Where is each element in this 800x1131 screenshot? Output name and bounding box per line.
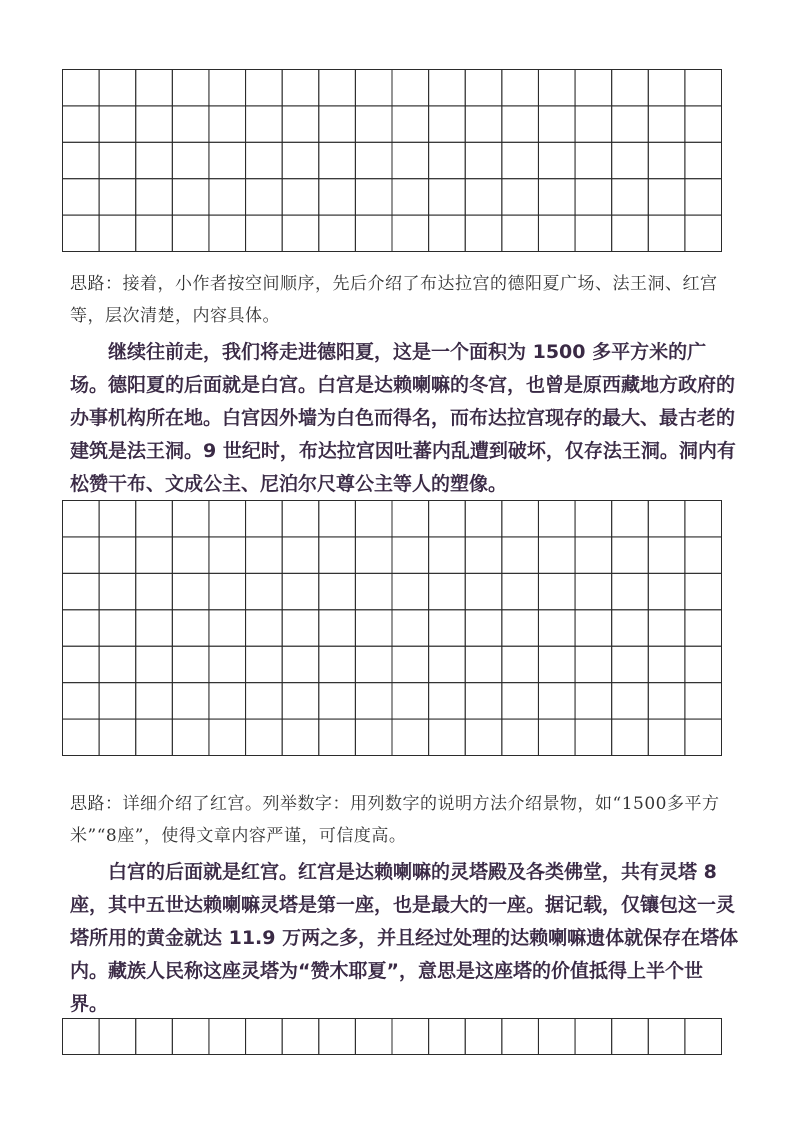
grid-cell[interactable]: [355, 501, 392, 537]
grid-cell[interactable]: [355, 683, 392, 719]
grid-cell[interactable]: [429, 70, 466, 106]
grid-cell[interactable]: [502, 1019, 539, 1055]
grid-cell[interactable]: [429, 215, 466, 251]
grid-cell[interactable]: [319, 719, 356, 755]
grid-cell[interactable]: [355, 106, 392, 142]
writing-grid-1[interactable]: [62, 69, 722, 252]
grid-cell[interactable]: [575, 501, 612, 537]
grid-cell[interactable]: [355, 610, 392, 646]
grid-cell[interactable]: [63, 537, 100, 573]
grid-cell[interactable]: [99, 179, 136, 215]
grid-cell[interactable]: [538, 501, 575, 537]
grid-cell[interactable]: [429, 501, 466, 537]
grid-cell[interactable]: [392, 683, 429, 719]
grid-cell[interactable]: [136, 1019, 173, 1055]
grid-cell[interactable]: [465, 106, 502, 142]
grid-cell[interactable]: [685, 215, 722, 251]
grid-cell[interactable]: [136, 215, 173, 251]
reading-note-2: 思路：详细介绍了红宫。列举数字：用列数字的说明方法介绍景物，如“1500多平方米”“8座”，使得文章内容严谨，可信度高。: [70, 794, 720, 846]
grid-cell[interactable]: [538, 646, 575, 682]
grid-cell[interactable]: [355, 573, 392, 609]
grid-cell[interactable]: [282, 142, 319, 178]
grid-cell[interactable]: [502, 537, 539, 573]
grid-cell[interactable]: [246, 1019, 283, 1055]
grid-cell[interactable]: [99, 610, 136, 646]
grid-cell[interactable]: [172, 179, 209, 215]
grid-cell[interactable]: [392, 142, 429, 178]
grid-cell[interactable]: [465, 142, 502, 178]
grid-cell[interactable]: [685, 106, 722, 142]
grid-cell[interactable]: [502, 573, 539, 609]
grid-cell[interactable]: [282, 501, 319, 537]
grid-cell[interactable]: [685, 1019, 722, 1055]
grid-cell[interactable]: [319, 501, 356, 537]
grid-cell[interactable]: [465, 501, 502, 537]
grid-cell[interactable]: [136, 106, 173, 142]
grid-cell[interactable]: [465, 683, 502, 719]
grid-cell[interactable]: [429, 683, 466, 719]
grid-cell[interactable]: [282, 106, 319, 142]
grid-cell[interactable]: [319, 215, 356, 251]
grid-cell[interactable]: [502, 646, 539, 682]
grid-cell[interactable]: [99, 142, 136, 178]
grid-cell[interactable]: [685, 179, 722, 215]
grid-cell[interactable]: [63, 1019, 100, 1055]
grid-cell[interactable]: [648, 719, 685, 755]
grid-cell[interactable]: [63, 70, 100, 106]
grid-cell[interactable]: [465, 573, 502, 609]
grid-cell[interactable]: [392, 215, 429, 251]
grid-cell[interactable]: [99, 537, 136, 573]
grid-cell[interactable]: [246, 142, 283, 178]
passage-paragraph-2: 白宫的后面就是红宫。红宫是达赖喇嘛的灵塔殿及各类佛堂，共有灵塔 8 座，其中五世达赖喇嘛灵塔是第一座，也是最大的一座。据记载，仅镶包这一灵塔所用的黄金就达 11.9 万两之多，并且经过处理的达赖喇嘛遗体就保存在塔体内。藏族人民称这座灵塔为“赞木耶夏”，意思是这座塔的价值抵得上半个世界。: [70, 861, 739, 1015]
grid-cell[interactable]: [612, 142, 649, 178]
grid-cell[interactable]: [172, 573, 209, 609]
grid-cell[interactable]: [465, 179, 502, 215]
grid-cell[interactable]: [209, 501, 246, 537]
grid-cell[interactable]: [282, 70, 319, 106]
grid-cell[interactable]: [612, 646, 649, 682]
grid-cell[interactable]: [648, 179, 685, 215]
grid-cell[interactable]: [612, 70, 649, 106]
grid-cell[interactable]: [392, 537, 429, 573]
grid-cell[interactable]: [209, 1019, 246, 1055]
grid-cell[interactable]: [392, 719, 429, 755]
grid-cell[interactable]: [209, 179, 246, 215]
grid-cell[interactable]: [63, 573, 100, 609]
grid-cell[interactable]: [172, 683, 209, 719]
grid-cell[interactable]: [355, 719, 392, 755]
grid-cell[interactable]: [319, 646, 356, 682]
grid-cell[interactable]: [575, 1019, 612, 1055]
grid-cell[interactable]: [319, 1019, 356, 1055]
reading-note-1: 思路：接着，小作者按空间顺序，先后介绍了布达拉宫的德阳夏广场、法王洞、红宫等，层次清楚，内容具体。: [70, 274, 718, 326]
grid-cell[interactable]: [502, 683, 539, 719]
grid-cell[interactable]: [502, 501, 539, 537]
grid-cell[interactable]: [612, 573, 649, 609]
grid-cell[interactable]: [319, 106, 356, 142]
grid-cell[interactable]: [136, 646, 173, 682]
grid-cell[interactable]: [319, 179, 356, 215]
grid-cell[interactable]: [63, 683, 100, 719]
grid-cell[interactable]: [685, 501, 722, 537]
grid-cell[interactable]: [502, 610, 539, 646]
grid-cell[interactable]: [648, 610, 685, 646]
grid-cell[interactable]: [282, 179, 319, 215]
grid-cell[interactable]: [282, 683, 319, 719]
grid-cell[interactable]: [355, 179, 392, 215]
grid-cell[interactable]: [648, 106, 685, 142]
grid-cell[interactable]: [612, 501, 649, 537]
grid-cell[interactable]: [246, 610, 283, 646]
grid-cell[interactable]: [502, 179, 539, 215]
grid-cell[interactable]: [465, 215, 502, 251]
grid-cell[interactable]: [63, 179, 100, 215]
grid-cell[interactable]: [538, 537, 575, 573]
grid-cell[interactable]: [172, 215, 209, 251]
grid-cell[interactable]: [172, 719, 209, 755]
grid-cell[interactable]: [575, 537, 612, 573]
grid-cell[interactable]: [429, 573, 466, 609]
grid-cell[interactable]: [355, 70, 392, 106]
grid-cell[interactable]: [612, 719, 649, 755]
grid-cell[interactable]: [538, 106, 575, 142]
grid-cell[interactable]: [429, 179, 466, 215]
grid-cell[interactable]: [648, 501, 685, 537]
grid-cell[interactable]: [575, 573, 612, 609]
grid-cell[interactable]: [685, 573, 722, 609]
grid-cell[interactable]: [465, 719, 502, 755]
grid-cell[interactable]: [63, 215, 100, 251]
grid-cell[interactable]: [538, 142, 575, 178]
grid-cell[interactable]: [99, 215, 136, 251]
passage-paragraph-1: 继续往前走，我们将走进德阳夏，这是一个面积为 1500 多平方米的广场。德阳夏的后面就是白宫。白宫是达赖喇嘛的冬宫，也曾是原西藏地方政府的办事机构所在地。白宫因外墙为白色而得名，而布达拉宫现存的最大、最古老的建筑是法王洞。9 世纪时，布达拉宫因吐蕃内乱遭到破坏，仅存法王洞。洞内有松赞干布、文成公主、尼泊尔尺尊公主等人的塑像。: [70, 341, 736, 495]
grid-cell[interactable]: [99, 70, 136, 106]
grid-cell[interactable]: [538, 179, 575, 215]
grid-cell[interactable]: [136, 610, 173, 646]
grid-cell[interactable]: [538, 573, 575, 609]
grid-cell[interactable]: [246, 501, 283, 537]
grid-cell[interactable]: [63, 719, 100, 755]
grid-cell[interactable]: [502, 70, 539, 106]
grid-cell[interactable]: [685, 646, 722, 682]
grid-cell[interactable]: [209, 646, 246, 682]
grid-cell[interactable]: [612, 537, 649, 573]
grid-cell[interactable]: [392, 106, 429, 142]
grid-cell[interactable]: [355, 646, 392, 682]
grid-cell[interactable]: [355, 142, 392, 178]
grid-cell[interactable]: [319, 70, 356, 106]
grid-cell[interactable]: [502, 106, 539, 142]
grid-cell[interactable]: [209, 106, 246, 142]
grid-cell[interactable]: [282, 719, 319, 755]
grid-cell[interactable]: [648, 1019, 685, 1055]
grid-cell[interactable]: [209, 573, 246, 609]
grid-cell[interactable]: [99, 683, 136, 719]
grid-cell[interactable]: [136, 70, 173, 106]
grid-cell[interactable]: [429, 537, 466, 573]
grid-cell[interactable]: [392, 179, 429, 215]
grid-cell[interactable]: [282, 1019, 319, 1055]
grid-cell[interactable]: [612, 215, 649, 251]
grid-cell[interactable]: [99, 719, 136, 755]
grid-cell[interactable]: [99, 1019, 136, 1055]
grid-cell[interactable]: [538, 719, 575, 755]
grid-cell[interactable]: [209, 142, 246, 178]
grid-cell[interactable]: [538, 215, 575, 251]
grid-cell[interactable]: [209, 70, 246, 106]
grid-cell[interactable]: [172, 501, 209, 537]
grid-cell[interactable]: [429, 610, 466, 646]
grid-cell[interactable]: [136, 142, 173, 178]
writing-grid-3[interactable]: [62, 1018, 722, 1055]
grid-cell[interactable]: [685, 70, 722, 106]
grid-cell[interactable]: [392, 1019, 429, 1055]
grid-cell[interactable]: [648, 573, 685, 609]
grid-cell[interactable]: [612, 683, 649, 719]
grid-cell[interactable]: [429, 106, 466, 142]
grid-cell[interactable]: [209, 719, 246, 755]
grid-cell[interactable]: [209, 610, 246, 646]
grid-cell[interactable]: [465, 70, 502, 106]
grid-cell[interactable]: [282, 646, 319, 682]
grid-cell[interactable]: [648, 215, 685, 251]
grid-cell[interactable]: [392, 610, 429, 646]
grid-cell[interactable]: [575, 719, 612, 755]
grid-cell[interactable]: [172, 70, 209, 106]
grid-cell[interactable]: [63, 646, 100, 682]
grid-cell[interactable]: [429, 646, 466, 682]
writing-grid-2[interactable]: [62, 500, 722, 756]
grid-cell[interactable]: [355, 537, 392, 573]
grid-cell[interactable]: [282, 573, 319, 609]
grid-cell[interactable]: [319, 683, 356, 719]
grid-cell[interactable]: [246, 70, 283, 106]
grid-cell[interactable]: [575, 70, 612, 106]
grid-cell[interactable]: [575, 610, 612, 646]
grid-cell[interactable]: [246, 106, 283, 142]
grid-cell[interactable]: [99, 501, 136, 537]
grid-cell[interactable]: [612, 179, 649, 215]
grid-cell[interactable]: [246, 179, 283, 215]
grid-cell[interactable]: [575, 646, 612, 682]
grid-cell[interactable]: [612, 1019, 649, 1055]
grid-cell[interactable]: [465, 1019, 502, 1055]
grid-cell[interactable]: [282, 215, 319, 251]
grid-cell[interactable]: [465, 646, 502, 682]
grid-cell[interactable]: [575, 142, 612, 178]
grid-cell[interactable]: [575, 215, 612, 251]
grid-cell[interactable]: [246, 646, 283, 682]
grid-cell[interactable]: [685, 719, 722, 755]
grid-cell[interactable]: [612, 106, 649, 142]
grid-cell[interactable]: [246, 719, 283, 755]
grid-cell[interactable]: [172, 610, 209, 646]
grid-cell[interactable]: [538, 70, 575, 106]
grid-cell[interactable]: [246, 683, 283, 719]
grid-cell[interactable]: [63, 142, 100, 178]
grid-cell[interactable]: [136, 573, 173, 609]
grid-cell[interactable]: [282, 610, 319, 646]
grid-cell[interactable]: [172, 142, 209, 178]
grid-cell[interactable]: [282, 537, 319, 573]
grid-cell[interactable]: [465, 537, 502, 573]
grid-cell[interactable]: [685, 537, 722, 573]
grid-cell[interactable]: [209, 537, 246, 573]
grid-cell[interactable]: [429, 142, 466, 178]
grid-cell[interactable]: [319, 573, 356, 609]
grid-cell[interactable]: [172, 646, 209, 682]
grid-cell[interactable]: [136, 683, 173, 719]
grid-cell[interactable]: [99, 573, 136, 609]
grid-cell[interactable]: [685, 610, 722, 646]
grid-cell[interactable]: [246, 573, 283, 609]
grid-cell[interactable]: [246, 537, 283, 573]
grid-cell[interactable]: [63, 501, 100, 537]
grid-cell[interactable]: [502, 719, 539, 755]
grid-cell[interactable]: [648, 646, 685, 682]
grid-cell[interactable]: [612, 610, 649, 646]
grid-cell[interactable]: [99, 646, 136, 682]
grid-cell[interactable]: [502, 215, 539, 251]
grid-cell[interactable]: [685, 683, 722, 719]
grid-cell[interactable]: [172, 537, 209, 573]
grid-cell[interactable]: [136, 537, 173, 573]
grid-cell[interactable]: [319, 610, 356, 646]
grid-cell[interactable]: [172, 106, 209, 142]
grid-cell[interactable]: [502, 142, 539, 178]
grid-cell[interactable]: [319, 537, 356, 573]
grid-cell[interactable]: [319, 142, 356, 178]
grid-cell[interactable]: [575, 179, 612, 215]
grid-cell[interactable]: [355, 1019, 392, 1055]
grid-cell[interactable]: [392, 501, 429, 537]
grid-cell[interactable]: [63, 106, 100, 142]
grid-cell[interactable]: [63, 610, 100, 646]
grid-cell[interactable]: [685, 142, 722, 178]
grid-cell[interactable]: [246, 215, 283, 251]
grid-cell[interactable]: [392, 70, 429, 106]
grid-cell[interactable]: [172, 1019, 209, 1055]
grid-cell[interactable]: [136, 719, 173, 755]
grid-cell[interactable]: [429, 1019, 466, 1055]
grid-cell[interactable]: [209, 215, 246, 251]
grid-cell[interactable]: [575, 683, 612, 719]
grid-cell[interactable]: [538, 610, 575, 646]
grid-cell[interactable]: [209, 683, 246, 719]
grid-cell[interactable]: [136, 179, 173, 215]
grid-cell[interactable]: [648, 70, 685, 106]
grid-cell[interactable]: [648, 142, 685, 178]
grid-cell[interactable]: [575, 106, 612, 142]
grid-cell[interactable]: [99, 106, 136, 142]
grid-cell[interactable]: [648, 537, 685, 573]
grid-cell[interactable]: [392, 573, 429, 609]
grid-cell[interactable]: [465, 610, 502, 646]
grid-cell[interactable]: [392, 646, 429, 682]
grid-cell[interactable]: [429, 719, 466, 755]
grid-cell[interactable]: [538, 1019, 575, 1055]
grid-cell[interactable]: [648, 683, 685, 719]
grid-cell[interactable]: [538, 683, 575, 719]
grid-cell[interactable]: [136, 501, 173, 537]
grid-cell[interactable]: [355, 215, 392, 251]
